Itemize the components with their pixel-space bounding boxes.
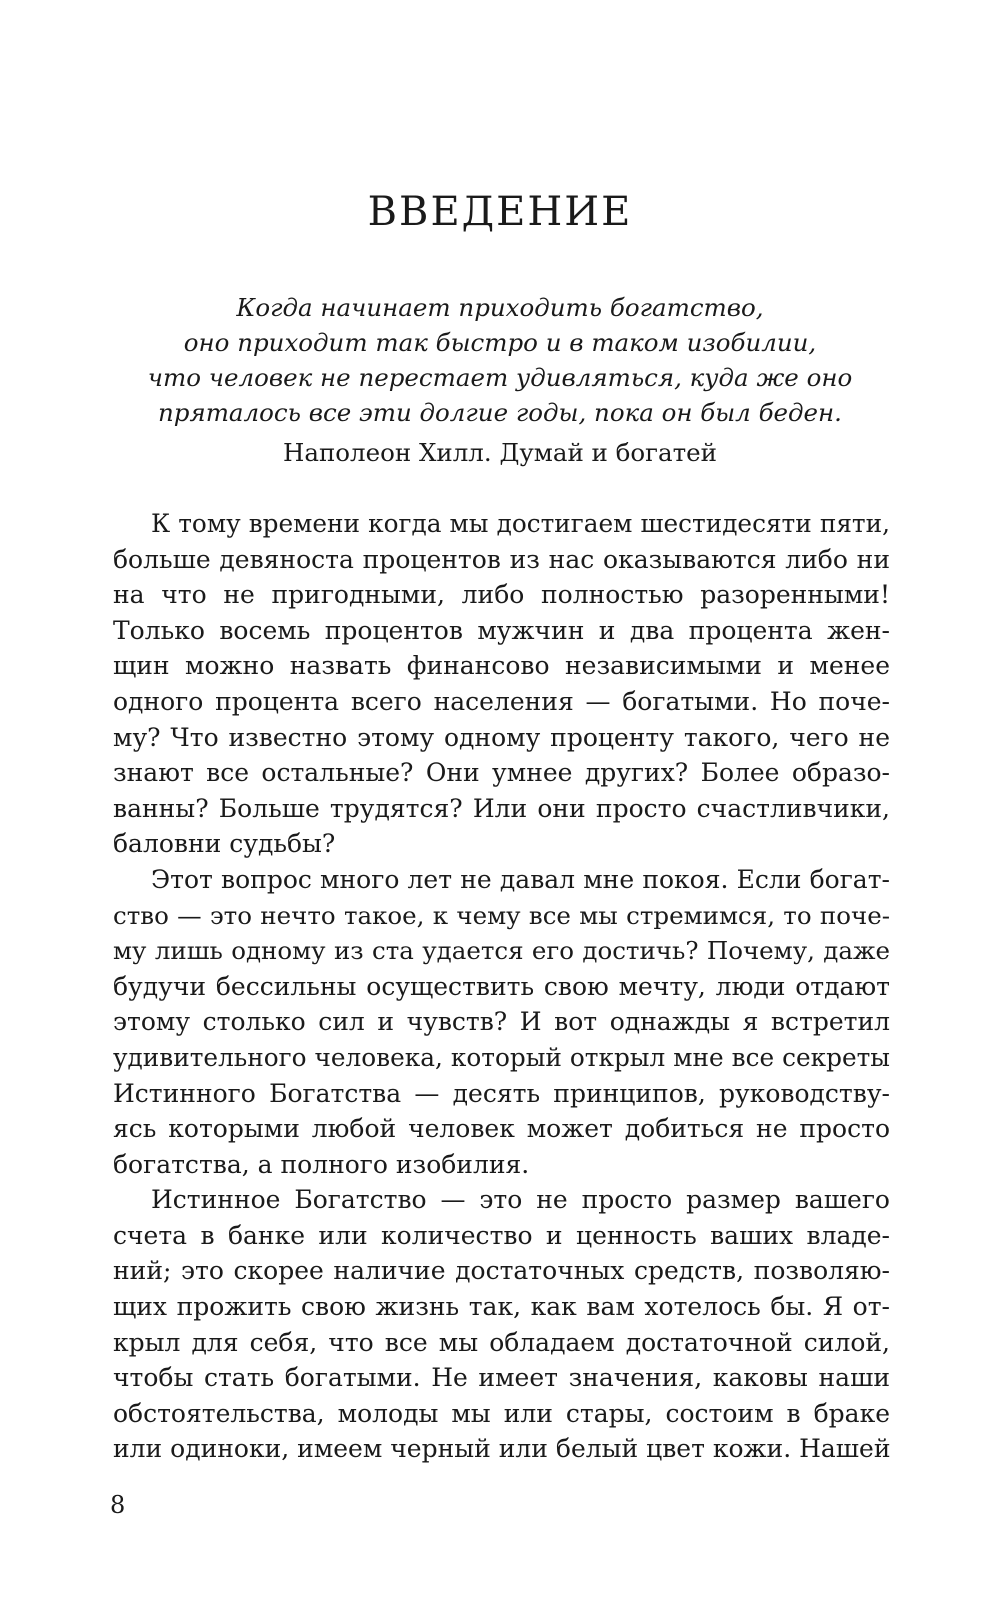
paragraph-line: щин можно назвать финансово независимыми и менее [113, 651, 890, 681]
paragraph-line: Этот вопрос много лет не давал мне покоя. Если богат- [151, 864, 890, 894]
paragraph-line: Истинного Богатства — десять принципов, руководству- [113, 1078, 890, 1108]
paragraph-line: или одиноки, имеем черный или белый цвет кожи. Нашей [113, 1434, 890, 1464]
paragraph-line: К тому времени когда мы достигаем шестидесяти пяти, [151, 509, 890, 538]
paragraph-line: ний; это скорее наличие достаточных средств, позволяю- [113, 1256, 890, 1286]
paragraph-line: чтобы стать богатыми. Не имеет значения, каковы наши [113, 1363, 890, 1393]
paragraph-line: будучи бессильны осуществить свою мечту, люди отдают [113, 971, 890, 1001]
paragraph-line: на что не пригодными, либо полностью разоренными! [113, 580, 890, 610]
paragraph-line: удивительного человека, который открыл мне все секреты [113, 1042, 890, 1072]
paragraph-line: крыл для себя, что все мы обладаем достаточной силой, [113, 1327, 890, 1357]
chapter-heading: ВВЕДЕНИЕ [367, 189, 633, 235]
page-number: 8 [110, 1491, 126, 1519]
body-text [113, 506, 890, 1467]
paragraph-line: этому столько сил и чувств? И вот однажды я встретил [113, 1007, 890, 1037]
paragraph-line: ясь которыми любой человек может добиться не просто [113, 1114, 890, 1144]
paragraph-line: Истинное Богатство — это не просто размер вашего [151, 1185, 890, 1215]
paragraph-line: му? Что известно этому одному проценту такого, чего не [113, 722, 890, 752]
paragraph-line: одного процента всего населения — богатыми. Но поче- [113, 686, 890, 716]
paragraph-line: ство — это нечто такое, к чему все мы стремимся, то поче- [113, 900, 890, 930]
epigraph-line: пряталось все эти долгие годы, пока он был беден. [158, 398, 842, 427]
paragraph-line: знают все остальные? Они умнее других? Более образо- [113, 758, 890, 788]
paragraph-line: му лишь одному из ста удается его достичь? Почему, даже [113, 936, 890, 966]
paragraph-line: счета в банке или количество и ценность ваших владе- [113, 1220, 890, 1250]
paragraph-line: обстоятельства, молоды мы или стары, состоим в браке [113, 1398, 890, 1428]
paragraph-line: щих прожить свою жизнь так, как вам хотелось бы. Я от- [113, 1292, 890, 1322]
paragraph-line: богатства, а полного изобилия. [113, 1149, 530, 1179]
paragraph-line: ванны? Больше трудятся? Или они просто счастливчики, [113, 793, 890, 823]
paragraph-line: больше девяноста процентов из нас оказываются либо ни [113, 544, 890, 574]
paragraph-line: Только восемь процентов мужчин и два процента жен- [113, 615, 890, 645]
epigraph-line: Когда начинает приходить богатство, [236, 293, 764, 322]
epigraph-attribution: Наполеон Хилл. Думай и богатей [282, 438, 717, 467]
paragraph-line: баловни судьбы? [113, 829, 336, 859]
epigraph-line: что человек не перестает удивляться, куда же оно [147, 363, 853, 392]
epigraph-line: оно приходит так быстро и в таком изобилии, [183, 328, 817, 357]
epigraph [120, 290, 880, 430]
